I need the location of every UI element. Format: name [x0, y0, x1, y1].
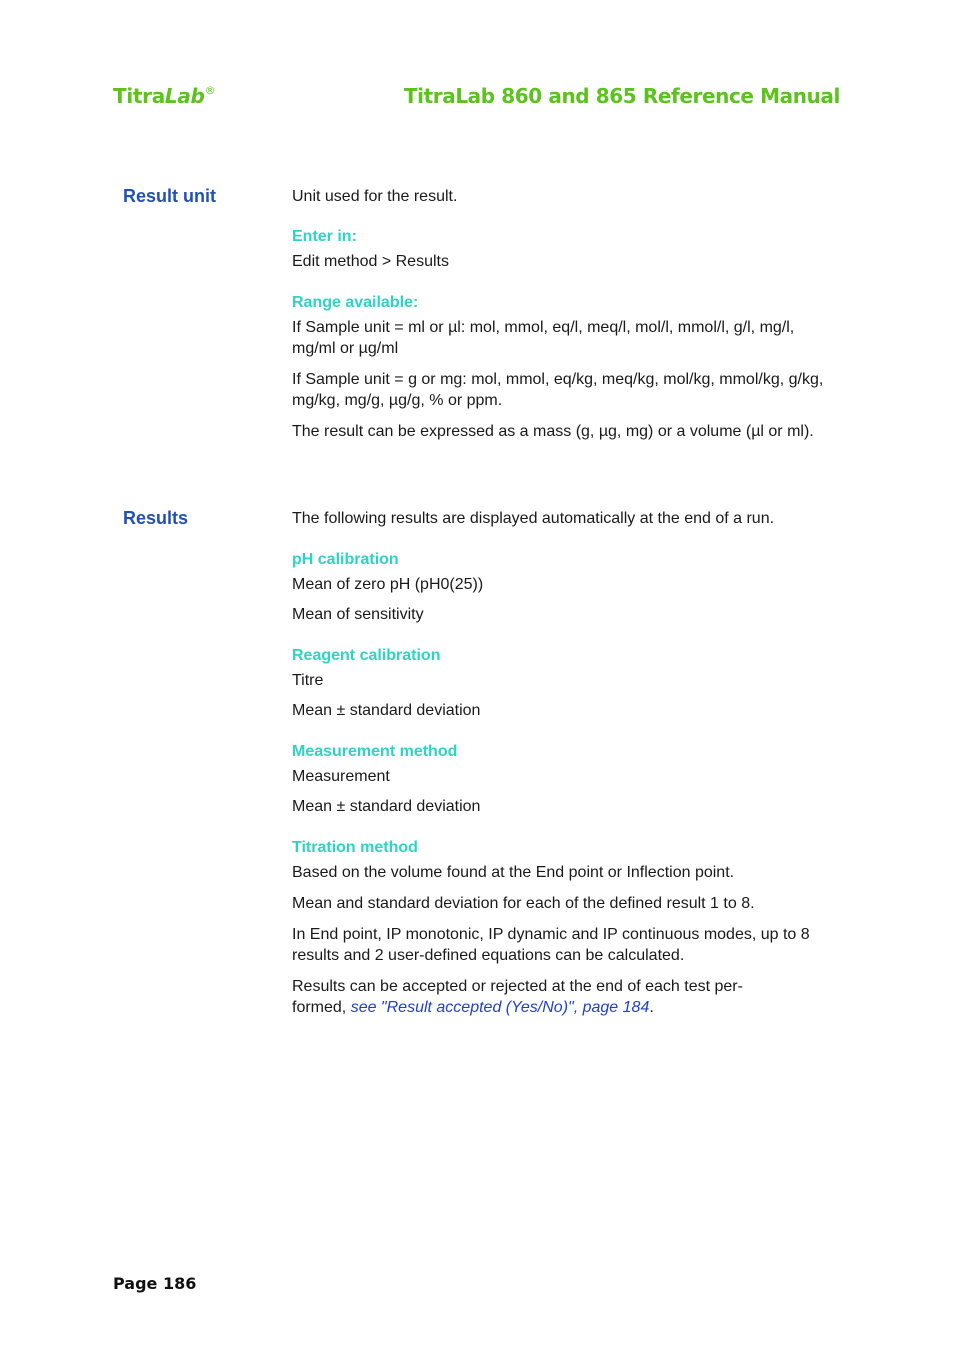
result-accepted-link[interactable]: see "Result accepted (Yes/No)", page 184	[350, 999, 650, 1016]
measurement-method-item-1: Measurement	[292, 768, 390, 785]
results-body	[292, 508, 837, 1018]
brand-logo	[113, 84, 215, 108]
titration-item-4-line-1: Results can be accepted or rejected at the end of each test per-	[292, 978, 743, 995]
range-paragraph-3: The result can be expressed as a mass (g, µg, mg) or a volume (µl or ml).	[292, 423, 814, 440]
titration-method-item-4	[292, 976, 837, 1018]
brand-prefix: Titra	[113, 84, 165, 108]
brand-suffix: Lab	[164, 84, 205, 108]
enter-in-heading: Enter in:	[292, 228, 357, 245]
titration-method-heading: Titration method	[292, 839, 418, 856]
registered-mark: ®	[204, 84, 216, 97]
ph-calibration-item-1: Mean of zero pH (pH0(25))	[292, 576, 484, 593]
results-heading: Results	[123, 508, 189, 528]
titration-item-4-end: .	[649, 999, 654, 1016]
reagent-calibration-heading: Reagent calibration	[292, 647, 441, 664]
titration-method-item-2: Mean and standard deviation for each of the defined result 1 to 8.	[292, 895, 755, 912]
titration-item-4-line-2: formed,	[292, 999, 351, 1016]
range-paragraph-1: If Sample unit = ml or µl: mol, mmol, eq/l, meq/l, mol/l, mmol/l, g/l, mg/l, mg/ml or µg/ml	[292, 319, 795, 357]
page-number: Page 186	[113, 1274, 197, 1293]
result-unit-heading: Result unit	[123, 186, 216, 206]
manual-title: TitraLab 860 and 865 Reference Manual	[403, 84, 840, 108]
results-intro: The following results are displayed automatically at the end of a run.	[292, 510, 775, 527]
result-unit-intro: Unit used for the result.	[292, 188, 458, 205]
enter-in-value: Edit method > Results	[292, 253, 449, 270]
reagent-calibration-item-1: Titre	[292, 672, 324, 689]
titration-method-item-3: In End point, IP monotonic, IP dynamic and IP continuous modes, up to 8 results and 2 user-defined equations can be calculated.	[292, 926, 810, 964]
ph-calibration-item-2: Mean of sensitivity	[292, 606, 424, 623]
titration-method-item-1: Based on the volume found at the End point or Inflection point.	[292, 864, 735, 881]
measurement-method-item-2: Mean ± standard deviation	[292, 798, 481, 815]
range-paragraph-2: If Sample unit = g or mg: mol, mmol, eq/kg, meq/kg, mol/kg, mmol/kg, g/kg, mg/kg, mg/g, µg/g, % or ppm.	[292, 371, 824, 409]
ph-calibration-heading: pH calibration	[292, 551, 399, 568]
range-heading: Range available:	[292, 294, 419, 311]
result-unit-body	[292, 186, 837, 442]
reagent-calibration-item-2: Mean ± standard deviation	[292, 702, 481, 719]
measurement-method-heading: Measurement method	[292, 743, 458, 760]
